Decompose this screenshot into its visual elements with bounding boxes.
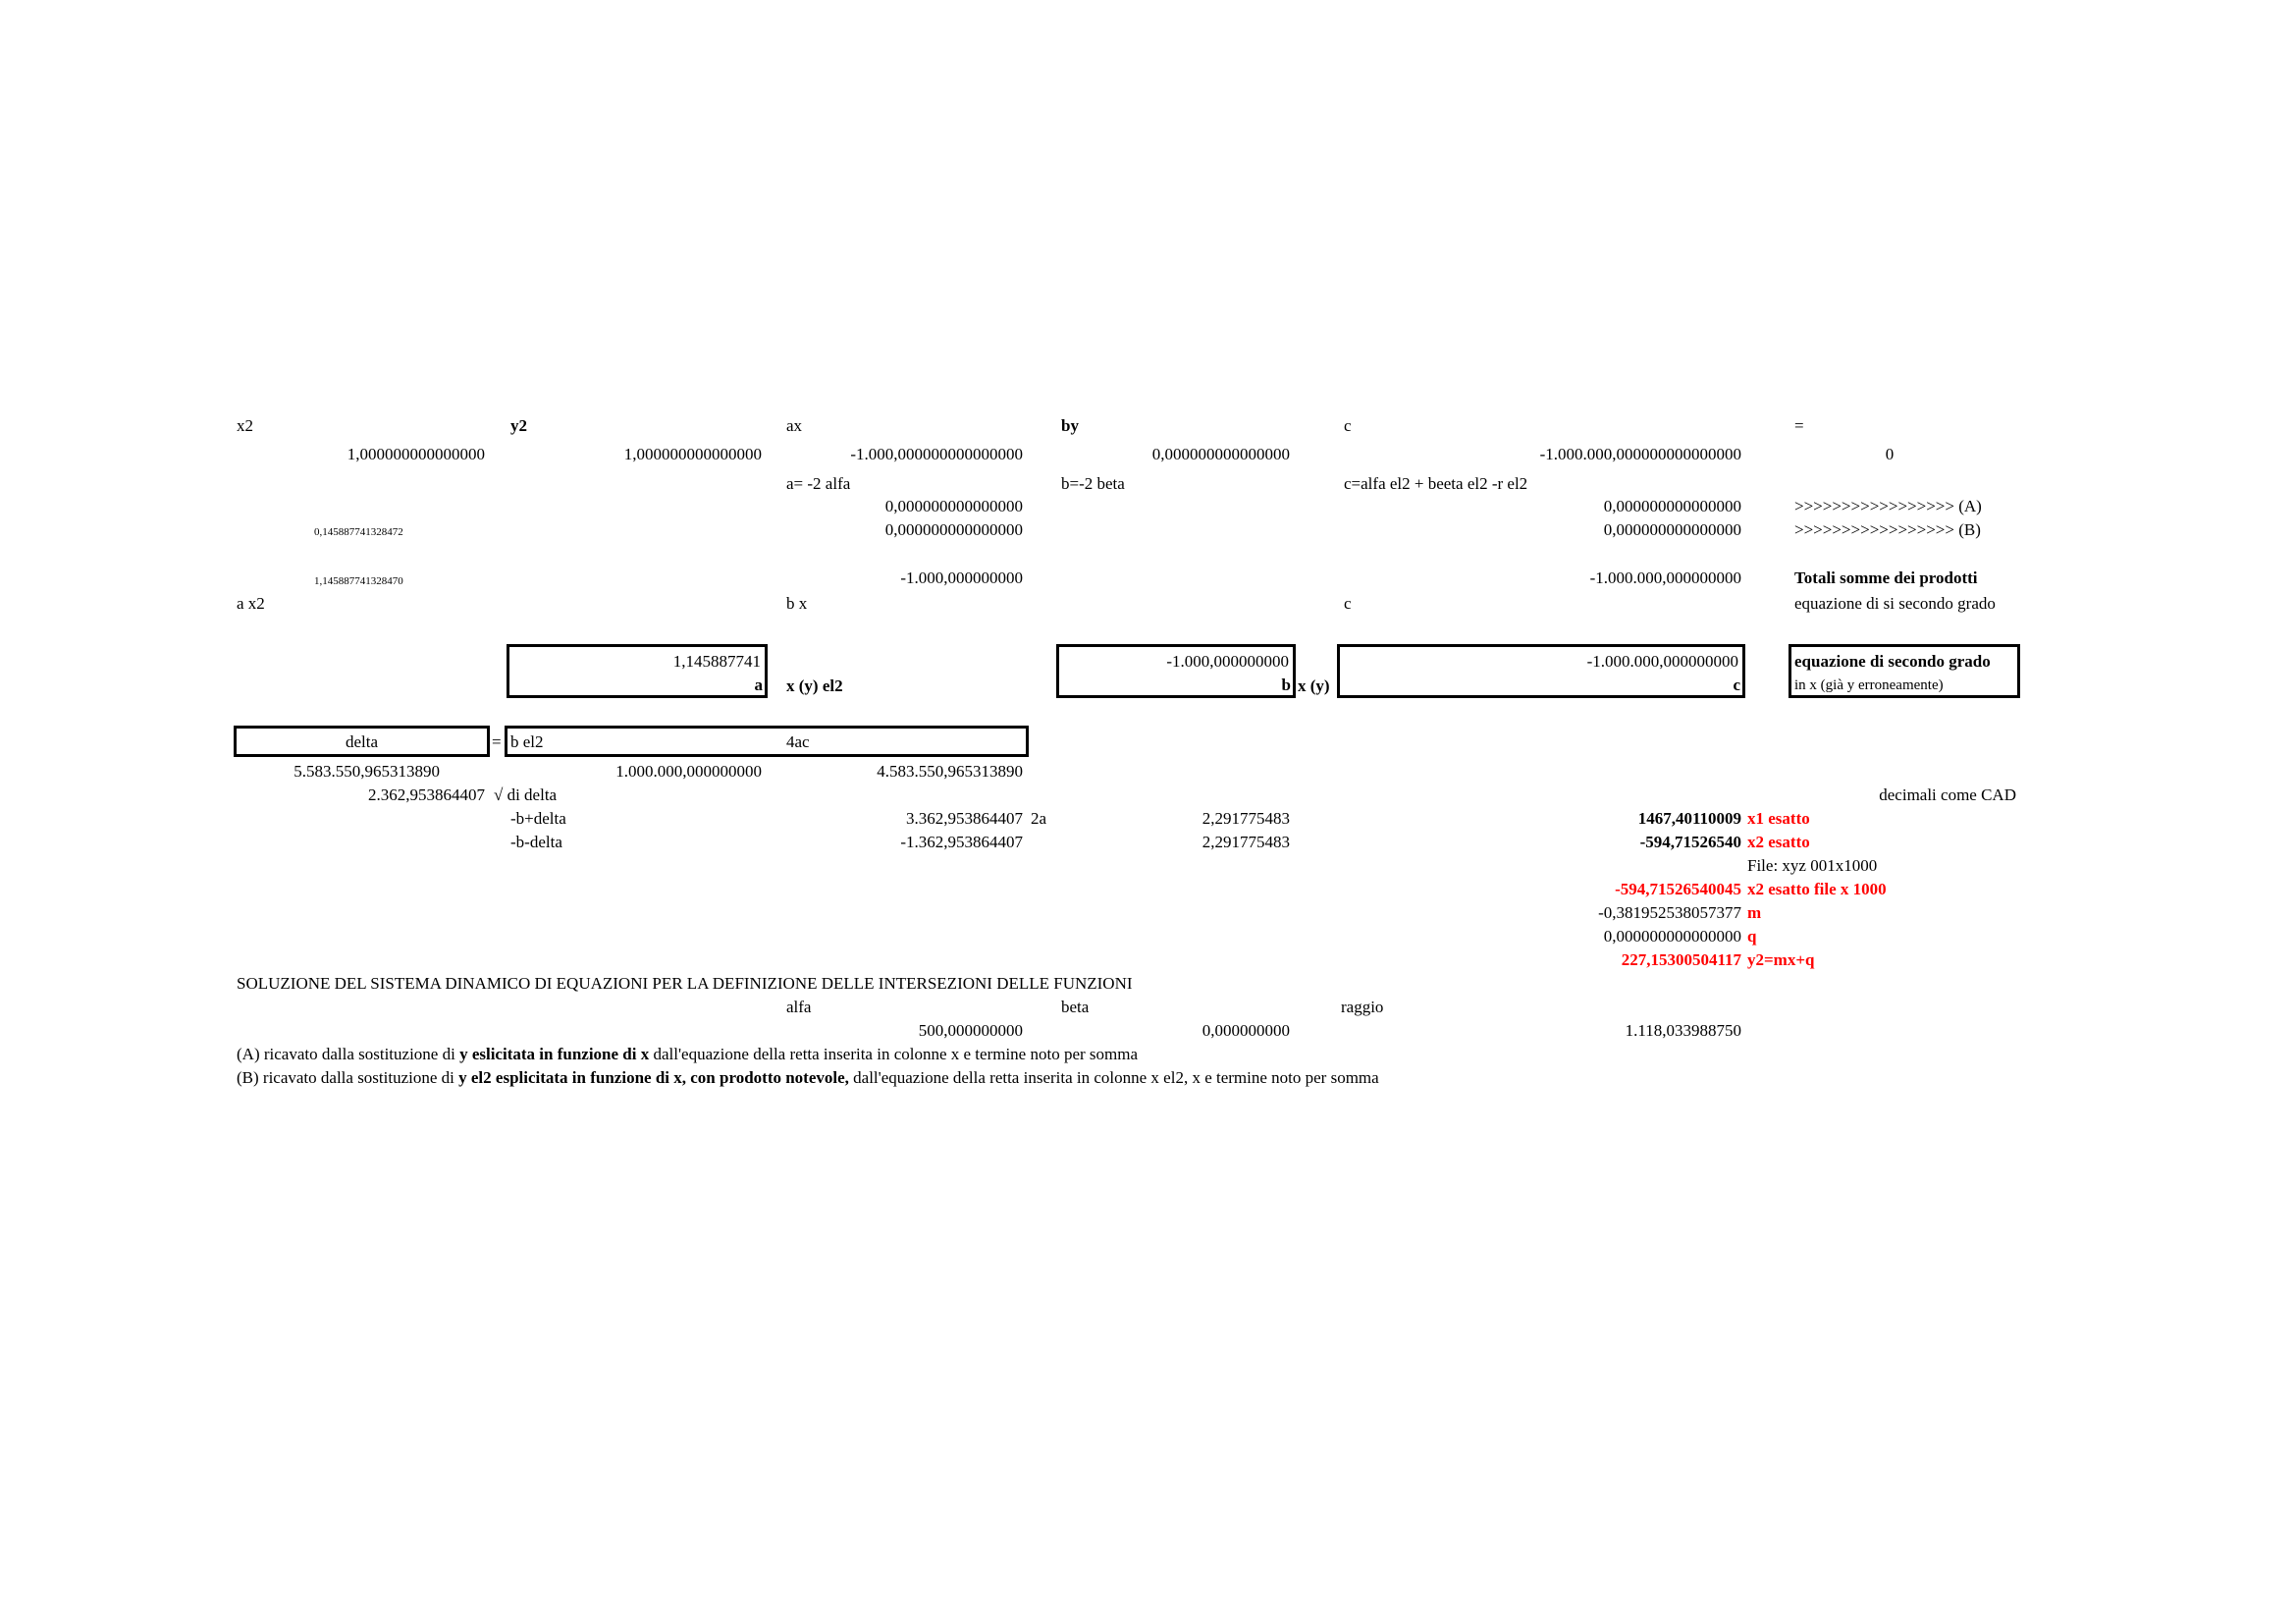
coefficient-a-box <box>507 644 768 698</box>
b-minus-delta-value: -1.362,953864407 <box>900 833 1023 851</box>
equation-subtitle: in x (già y erroneamente) <box>1794 677 1944 693</box>
x2-file-value: -594,71526540045 <box>1615 880 1741 898</box>
label-x-y-el2: x (y) el2 <box>786 676 843 695</box>
b-el2-value: 1.000.000,000000000 <box>615 762 762 781</box>
delta-label: delta <box>345 732 379 751</box>
b-plus-delta-value: 3.362,953864407 <box>906 809 1023 828</box>
delta-equals: = <box>492 732 502 751</box>
alfa-value: 500,000000000 <box>918 1021 1023 1040</box>
rowB-note: >>>>>>>>>>>>>>>>> (B) <box>1794 520 1981 539</box>
header-c: c <box>1344 416 1352 435</box>
rowB-ax: 0,000000000000000 <box>884 520 1023 539</box>
fourac-value: 4.583.550,965313890 <box>877 762 1023 781</box>
two-a-label: 2a <box>1031 809 1047 828</box>
header-x2: x2 <box>237 416 253 435</box>
rowB-c: 0,000000000000000 <box>1603 520 1741 539</box>
label-b-x-y: x (y) <box>1298 676 1330 695</box>
note-b-part2: y el2 esplicitata in funzione di x, con prodotto notevole, <box>458 1068 849 1087</box>
b-el2-label: b el2 <box>510 732 544 751</box>
m-value: -0,381952538057377 <box>1598 903 1741 922</box>
x2-file-label: x2 esatto file x 1000 <box>1747 880 1887 898</box>
two-a-value-1: 2,291775483 <box>1201 809 1290 828</box>
sqrt-delta-value: 2.362,953864407 <box>368 785 485 804</box>
beta-value: 0,000000000 <box>1201 1021 1290 1040</box>
rowB-x2: 0,145887741328472 <box>314 526 403 538</box>
beta-label: beta <box>1061 998 1090 1016</box>
coefficient-c-box <box>1337 644 1745 698</box>
b-plus-delta-label: -b+delta <box>510 809 566 828</box>
coefficient-b-value: -1.000,000000000 <box>1166 652 1289 671</box>
note-a <box>237 1045 1138 1064</box>
b2-4ac-box <box>505 726 1029 757</box>
sqrt-delta-label: √ di delta <box>494 785 558 804</box>
totals-bx: -1.000,000000000 <box>900 568 1023 587</box>
file-label: File: xyz 001x1000 <box>1747 856 1878 875</box>
rowA-note: >>>>>>>>>>>>>>>>> (A) <box>1794 497 1982 515</box>
totals-subtitle: equazione di si secondo grado <box>1794 594 1996 613</box>
x1-label: x1 esatto <box>1747 809 1810 828</box>
header-equals: = <box>1794 416 1804 435</box>
system-title: SOLUZIONE DEL SISTEMA DINAMICO DI EQUAZIONI PER LA DEFINIZIONE DELLE INTERSEZIONI DELLE FUNZIONI <box>237 974 1133 993</box>
x2-label: x2 esatto <box>1747 833 1810 851</box>
raggio-value: 1.118,033988750 <box>1625 1021 1741 1040</box>
coefficient-c-label: c <box>1733 676 1740 694</box>
coefficient-a-value: 1,145887741 <box>672 652 761 671</box>
coefficient-a-label: a <box>754 676 763 694</box>
label-bx: b x <box>786 594 808 613</box>
delta-value: 5.583.550,965313890 <box>294 762 440 781</box>
y2-value: 227,15300504117 <box>1621 950 1741 969</box>
note-a-part2: y eslicitata in funzione di x <box>459 1045 650 1063</box>
value-ax: -1.000,000000000000000 <box>850 445 1023 463</box>
formula-b: b=-2 beta <box>1061 474 1125 493</box>
x1-value: 1467,40110009 <box>1637 809 1741 828</box>
decimali-note: decimali come CAD <box>1879 785 2016 804</box>
b-minus-delta-label: -b-delta <box>510 833 562 851</box>
note-a-part3: dall'equazione della retta inserita in colonne x e termine noto per somma <box>649 1045 1139 1063</box>
q-label: q <box>1747 927 1757 946</box>
note-b-part1: (B) ricavato dalla sostituzione di <box>237 1068 459 1087</box>
value-c: -1.000.000,000000000000000 <box>1539 445 1741 463</box>
header-ax: ax <box>786 416 803 435</box>
value-x2: 1,000000000000000 <box>347 445 485 463</box>
m-label: m <box>1747 903 1762 922</box>
label-c: c <box>1344 594 1352 613</box>
equation-title: equazione di secondo grado <box>1794 652 1991 671</box>
y2-label: y2=mx+q <box>1747 950 1815 969</box>
alfa-label: alfa <box>786 998 812 1016</box>
header-by: by <box>1061 416 1079 435</box>
note-a-part1: (A) ricavato dalla sostituzione di <box>237 1045 460 1063</box>
fourac-label: 4ac <box>786 732 810 751</box>
formula-c: c=alfa el2 + beeta el2 -r el2 <box>1344 474 1528 493</box>
formula-a: a= -2 alfa <box>786 474 851 493</box>
header-y2: y2 <box>510 416 527 435</box>
x2-value: -594,71526540 <box>1639 833 1741 851</box>
totals-title: Totali somme dei prodotti <box>1794 568 1978 587</box>
rowA-ax: 0,000000000000000 <box>884 497 1023 515</box>
coefficient-b-box <box>1056 644 1296 698</box>
coefficient-c-value: -1.000.000,000000000 <box>1586 652 1738 671</box>
delta-box <box>234 726 490 757</box>
value-by: 0,000000000000000 <box>1151 445 1290 463</box>
totals-c: -1.000.000,000000000 <box>1589 568 1741 587</box>
two-a-value-2: 2,291775483 <box>1201 833 1290 851</box>
note-b-part3: dall'equazione della retta inserita in colonne x el2, x e termine noto per somma <box>848 1068 1379 1087</box>
raggio-label: raggio <box>1341 998 1384 1016</box>
equation-box <box>1789 644 2020 698</box>
rowA-c: 0,000000000000000 <box>1603 497 1741 515</box>
label-ax2: a x2 <box>237 594 265 613</box>
value-y2: 1,000000000000000 <box>623 445 762 463</box>
q-value: 0,000000000000000 <box>1603 927 1741 946</box>
value-equals: 0 <box>1885 445 1895 463</box>
totals-x2: 1,145887741328470 <box>314 575 403 587</box>
coefficient-b-label: b <box>1281 676 1291 694</box>
note-b <box>237 1068 1379 1088</box>
